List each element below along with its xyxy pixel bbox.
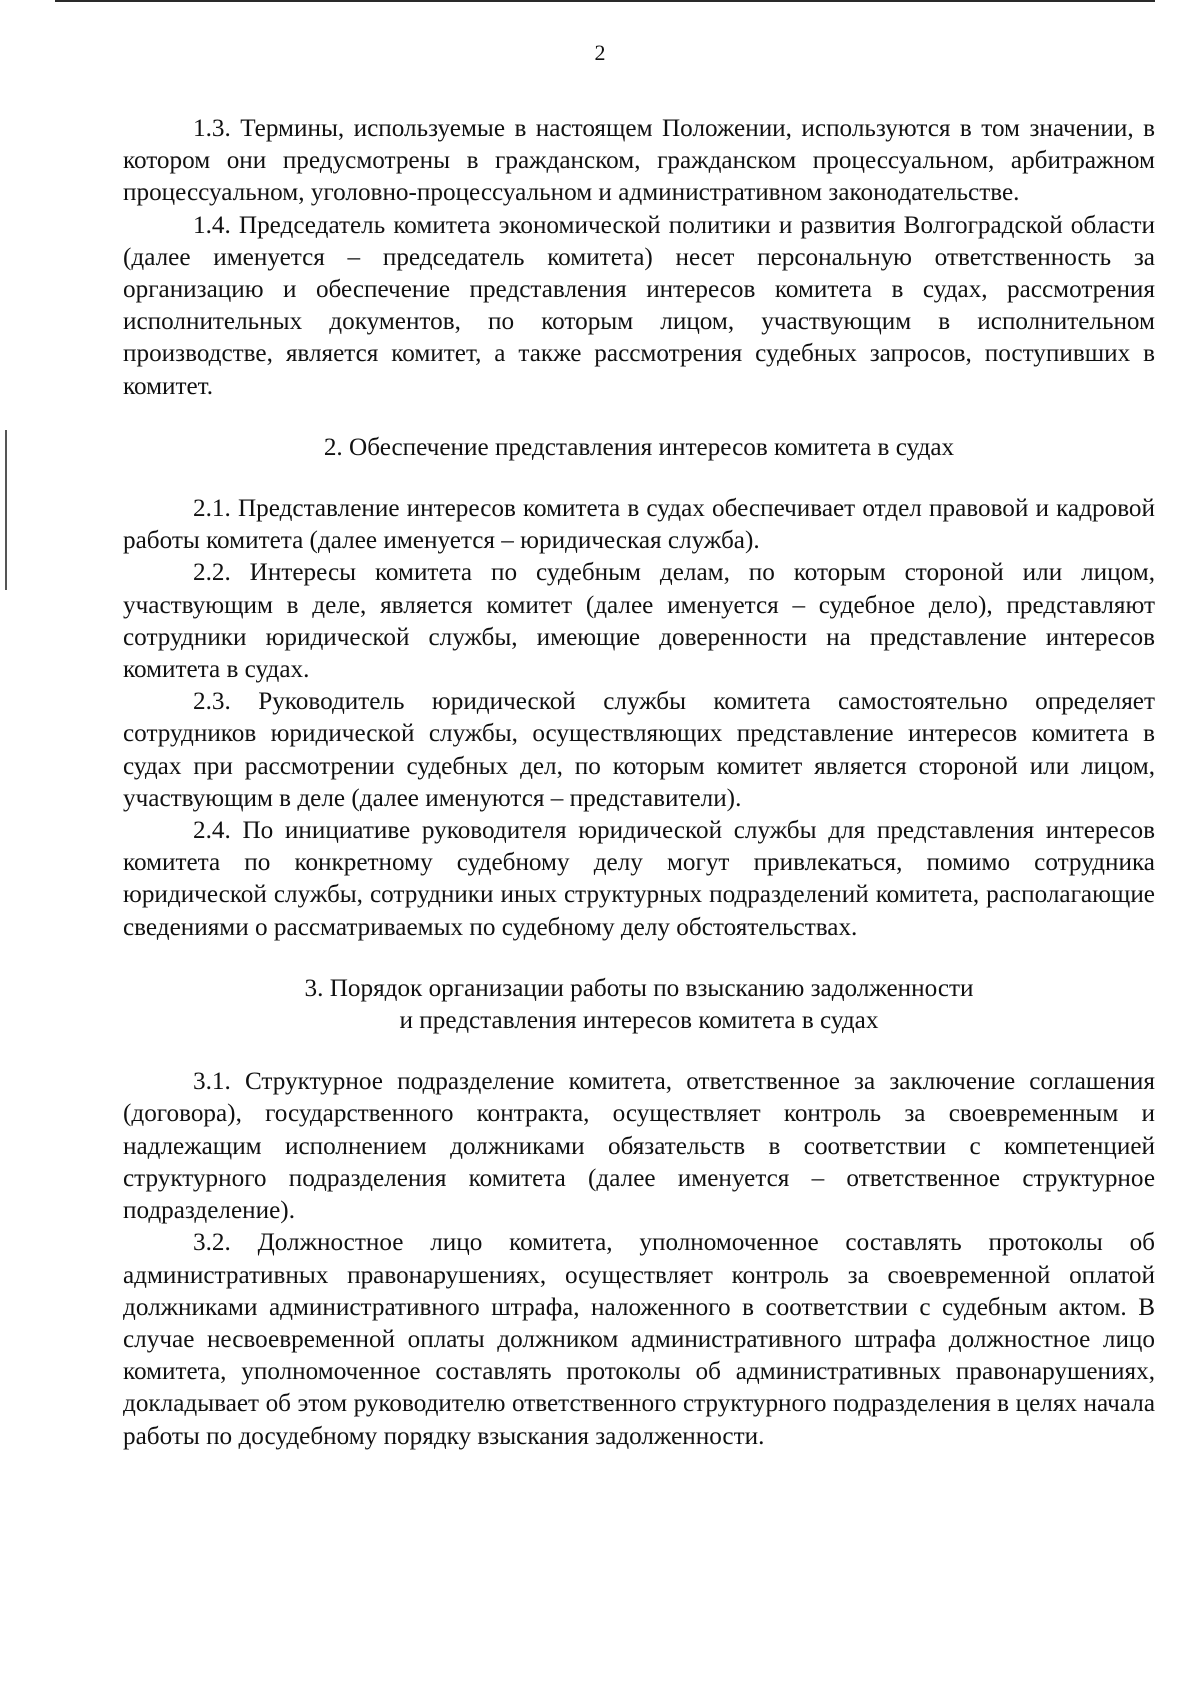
scan-left-margin-mark [5,430,7,590]
section-3-heading-line-1: 3. Порядок организации работы по взысканию задолженности [304,974,974,1002]
paragraph-2-4: 2.4. По инициативе руководителя юридической службы для представления интересов комитета по конкретному судебному делу могут привлекаться, помимо сотрудника юридической службы, сотрудники иных структурных подразделений комитета, располагающие сведениями о рассматриваемых по судебному делу обстоятельствах. [123,817,1155,941]
section-3-heading-line-2: и представления интересов комитета в судах [399,1007,879,1035]
scan-top-edge-line [55,0,1155,2]
paragraph-1-3: 1.3. Термины, используемые в настоящем Положении, используются в том значении, в котором они предусмотрены в гражданском, гражданском процессуальном, арбитражном процессуальном, уголовно-процессуальном и административном законодательстве. [123,115,1155,207]
paragraph-3-2: 3.2. Должностное лицо комитета, уполномоченное составлять протоколы об административных правонарушениях, осуществляет контроль за своевременной оплатой должниками административного штрафа, наложенного в соответствии с судебным актом. В случае несвоевременной оплаты должником административного штрафа должностное лицо комитета, уполномоченное составлять протоколы об административных правонарушениях, докладывает об этом руководителю ответственного структурного подразделения в целях начала работы по досудебному порядку взыскания задолженности. [123,1229,1155,1450]
paragraph-2-3: 2.3. Руководитель юридической службы комитета самостоятельно определяет сотрудников юридической службы, осуществляющих представление интересов комитета в судах при рассмотрении судебных дел, по которым комитет является стороной или лицом, участвующим в деле (далее именуются – представители). [123,688,1155,812]
document-body [123,113,1155,1453]
section-2-heading: 2. Обеспечение представления интересов комитета в судах [323,433,955,461]
paragraph-2-2: 2.2. Интересы комитета по судебным делам, по которым стороной или лицом, участвующим в деле, является комитет (далее именуется – судебное дело), представляют сотрудники юридической службы, имеющие доверенности на представление интересов комитета в судах. [123,559,1155,684]
paragraph-3-1: 3.1. Структурное подразделение комитета, ответственное за заключение соглашения (договора), государственного контракта, осуществляет контроль за своевременным и надлежащим исполнением должниками обязательств в соответствии с компетенцией структурного подразделения комитета (далее именуется – ответственное структурное подразделение). [123,1068,1155,1225]
page-number: 2 [594,40,606,65]
paragraph-2-1: 2.1. Представление интересов комитета в судах обеспечивает отдел правовой и кадровой работы комитета (далее именуется – юридическая служба). [123,495,1155,555]
paragraph-1-4: 1.4. Председатель комитета экономической политики и развития Волгоградской области (далее именуется – председатель комитета) несет персональную ответственность за организацию и обеспечение представления интересов комитета в судах, рассмотрения исполнительных документов, по которым лицом, участвующим в исполнительном производстве, является комитет, а также рассмотрения судебных запросов, поступивших в комитет. [123,211,1155,400]
